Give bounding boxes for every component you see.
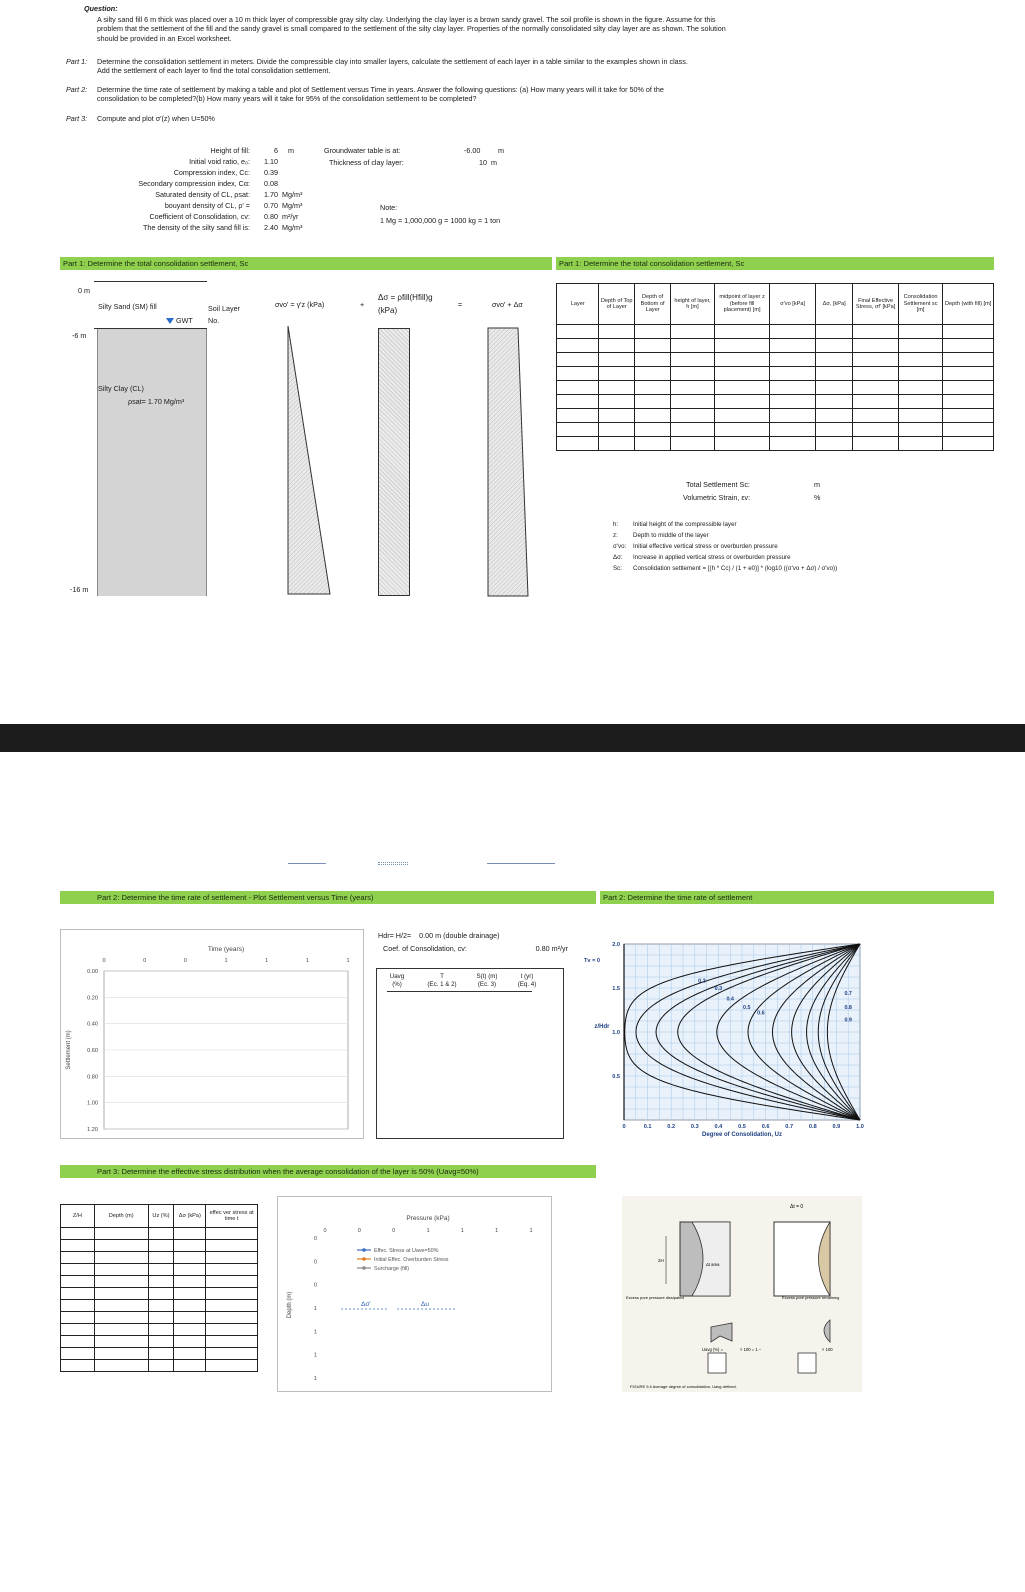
dash-line xyxy=(288,863,326,864)
y-tick-label: 1 xyxy=(313,1352,317,1359)
x-tick-label: 0.7 xyxy=(785,1124,794,1130)
col-header: Δσ, [kPa] xyxy=(815,284,852,325)
table-row xyxy=(61,1228,258,1240)
prop-label: Compression index, Cc: xyxy=(173,168,250,177)
settlement-time-chart xyxy=(60,929,364,1139)
table-row xyxy=(557,325,994,339)
thickness-row xyxy=(329,158,497,167)
x-axis-title: Pressure (kPa) xyxy=(406,1215,450,1222)
part1-question xyxy=(66,57,688,76)
y-axis-title: Depth (m) xyxy=(287,1291,293,1319)
col-s xyxy=(467,973,507,988)
prop-label: Height of fill: xyxy=(210,146,250,155)
surcharge-rectangle xyxy=(378,328,410,596)
x-tick-label: 0 xyxy=(102,958,106,964)
part-label: Part 1: xyxy=(66,57,88,66)
prop-value: 1.70 xyxy=(264,190,278,199)
figure-caption: FIGURE 9.4 Average degree of consolidation, Uavg defined. xyxy=(630,1384,737,1389)
table-row xyxy=(61,1312,258,1324)
y-tick-label: 0 xyxy=(313,1282,317,1289)
y-tick-label: 0.20 xyxy=(87,995,98,1002)
col-header: effec ver stress at time t xyxy=(206,1205,258,1228)
x-tick-label: 0.9 xyxy=(832,1124,841,1130)
tv-label: 0.2 xyxy=(698,978,706,985)
paragraph-line: should be provided in an Excel worksheet. xyxy=(97,33,232,43)
legend-text: Initial height of the compressible layer xyxy=(633,521,737,528)
legend-label: Effec. Stress at Uave=50% xyxy=(374,1248,439,1254)
figure-shape-left xyxy=(711,1323,732,1342)
table-row xyxy=(557,339,994,353)
time-table xyxy=(376,968,564,1139)
x-axis-title: Degree of Consolidation, Uz xyxy=(701,1132,783,1138)
part-label: Part 3: xyxy=(66,114,88,123)
table-row xyxy=(557,423,994,437)
equals-sign: = xyxy=(458,300,463,309)
soil-layer-label: Soil Layer xyxy=(208,304,240,313)
x-tick-label: 0 xyxy=(392,1228,396,1234)
col-header: Depth (with fill) [m] xyxy=(943,284,994,325)
total-settlement-unit: m xyxy=(814,480,820,489)
eq2-label: Δσ = ρfill(Hfill)g xyxy=(378,293,433,302)
tv-label: 0.3 xyxy=(714,985,723,992)
x-tick-label: 1 xyxy=(460,1228,464,1234)
col-header: Depth of Top of Layer xyxy=(599,284,634,325)
legend-sym: σ'vo: xyxy=(613,543,627,550)
paragraph-line: A silty sand fill 6 m thick was placed over a 10 m thick layer of compressible gray silty clay. Underlying the clay layer is a brown sandy gravel. The soil profile is shown in the figure. Assume for this xyxy=(97,15,716,24)
tv-label: 0.8 xyxy=(844,1005,852,1012)
col-header: midpoint of layer z (before fill placement) [m] xyxy=(714,284,770,325)
prop-value: 1.10 xyxy=(264,157,278,166)
gw-unit: m xyxy=(498,146,504,155)
groundwater-row xyxy=(324,146,504,155)
x-tick-label: 0.4 xyxy=(714,1124,723,1130)
legend-text: Depth to middle of the layer xyxy=(633,532,709,539)
gw-value: -6.00 xyxy=(464,146,481,155)
table-row xyxy=(61,1264,258,1276)
table-row xyxy=(557,409,994,423)
volumetric-strain-label: Volumetric Strain, εv: xyxy=(683,493,751,502)
x-tick-label: 1 xyxy=(265,958,269,964)
eq1-label: σvo' = γ'z (kPa) xyxy=(275,300,325,309)
col-label: (%) xyxy=(392,980,402,988)
x-tick-label: 0.2 xyxy=(667,1124,676,1130)
part2-banner-left: Part 2: Determine the time rate of settlement - Plot Settlement versus Time (years) xyxy=(60,891,596,904)
gw-label: Groundwater table is at: xyxy=(324,146,401,155)
col-label: t (yr) xyxy=(520,973,534,980)
y-tick-label: 1 xyxy=(313,1376,317,1382)
depth-6-label: -6 m xyxy=(72,331,87,340)
prop-unit: m xyxy=(288,146,294,155)
prop-label: Initial void ratio, e₀: xyxy=(189,157,250,166)
depth-16-label: -16 m xyxy=(70,585,89,594)
effective-stress-triangle xyxy=(284,324,332,596)
col-label: S(t) (m) xyxy=(476,973,498,980)
prop-unit: Mg/m³ xyxy=(282,201,303,210)
x-tick-label: 0 xyxy=(622,1124,626,1130)
clay-layer-block xyxy=(97,329,207,596)
legend-sym: Δσ: xyxy=(613,554,623,561)
legend-block xyxy=(613,521,993,576)
tv-label: 0.4 xyxy=(726,996,734,1003)
col-header: height of layer, h [m] xyxy=(671,284,714,325)
legend-label: Surcharge (fill) xyxy=(374,1266,410,1272)
part1-banner-left: Part 1: Determine the total consolidation settlement, Sc xyxy=(60,257,552,270)
table-row xyxy=(61,1288,258,1300)
prop-value: 0.08 xyxy=(264,179,278,188)
table-row xyxy=(557,367,994,381)
col-t xyxy=(417,973,467,988)
col-label: Uavg xyxy=(389,973,405,980)
figure-remaining-label: Excess pore pressure remaining xyxy=(782,1295,840,1300)
x-tick-label: 1 xyxy=(426,1228,430,1234)
x-tick-label: 0.1 xyxy=(643,1124,652,1130)
hdr-label: Hdr= H/2= xyxy=(378,931,412,940)
part-text: Add the settlement of each layer to find the total consolidation settlement. xyxy=(97,66,331,76)
table-row xyxy=(61,1240,258,1252)
legend-sym: h: xyxy=(613,521,619,528)
col-label: (Eq. 4) xyxy=(517,980,537,988)
clay-density: ρsat= 1.70 Mg/m³ xyxy=(128,397,185,406)
legend-sym: Sc: xyxy=(613,565,622,572)
col-label: T xyxy=(440,973,444,980)
x-axis-title: Time (years) xyxy=(207,946,245,953)
ground-line xyxy=(94,281,207,282)
figure-shape-right xyxy=(824,1320,830,1342)
part2-question xyxy=(66,85,664,104)
gwt-label: GWT xyxy=(176,316,193,325)
col-label: (Ec. 1 & 2) xyxy=(427,980,457,988)
tv-label: 0.5 xyxy=(742,1005,751,1012)
eq3-label: σvo' + Δσ xyxy=(492,300,523,309)
y-axis-title: z/Hdr xyxy=(594,1024,610,1030)
prop-label: Coefficient of Consolidation, cv: xyxy=(149,212,250,221)
properties-block xyxy=(60,146,340,234)
col-header: Depth of Bottom of Layer xyxy=(634,284,670,325)
table-row xyxy=(61,1360,258,1372)
depth-0-label: 0 m xyxy=(78,286,90,295)
col-header: Consolidation Settlement sc [m] xyxy=(898,284,943,325)
prop-unit: Mg/m³ xyxy=(282,190,303,199)
paragraph-line: problem that the settlement of the fill and the sandy gravel is small compared to the settlement of the silty clay layer. Properties of the normally consolidated silty clay layer are as shown. The solution xyxy=(97,24,726,34)
textbook-figure xyxy=(622,1196,862,1392)
col-header: Z/H xyxy=(61,1205,95,1228)
y-tick-label: 1.5 xyxy=(612,986,620,992)
prop-label: Secondary compression index, Cα: xyxy=(138,179,250,188)
x-tick-label: 0 xyxy=(357,1228,361,1234)
part3-banner: Part 3: Determine the effective stress distribution when the average consolidation of the layer is 50% (Uavg=50%) xyxy=(60,1165,596,1178)
x-tick-label: 1 xyxy=(346,958,350,964)
figure-area-label: Δt area xyxy=(706,1262,720,1267)
x-tick-label: 1 xyxy=(495,1228,499,1234)
table-header-rule xyxy=(387,991,532,992)
prop-unit: Mg/m³ xyxy=(282,223,303,232)
no-label: No. xyxy=(208,316,220,325)
eq2-unit: (kPa) xyxy=(378,306,398,315)
col-time xyxy=(507,973,547,988)
tv-label: 0.6 xyxy=(757,1010,765,1017)
tv-label: 0.9 xyxy=(844,1017,852,1024)
col-header: Layer xyxy=(557,284,599,325)
delta-u-label: Δu xyxy=(421,1301,429,1308)
note-label: Note: xyxy=(380,203,398,212)
x-tick-label: 0.5 xyxy=(738,1124,746,1130)
legend-text: Initial effective vertical stress or overburden pressure xyxy=(633,543,778,550)
x-tick-label: 0 xyxy=(323,1228,327,1234)
dash-line xyxy=(378,862,408,865)
clay-label: Silty Clay (CL) xyxy=(98,384,144,393)
y-tick-label: 0 xyxy=(313,1236,317,1242)
prop-value: 6 xyxy=(274,146,278,155)
dash-line xyxy=(487,863,555,864)
table-row xyxy=(61,1324,258,1336)
y-tick-label: 1.0 xyxy=(612,1030,620,1036)
volumetric-strain-unit: % xyxy=(814,493,821,502)
table-row xyxy=(61,1252,258,1264)
tv-label: 0.7 xyxy=(844,991,852,998)
x-tick-label: 0.3 xyxy=(690,1124,699,1130)
prop-value: 0.80 xyxy=(264,212,278,221)
x-tick-label: 0.6 xyxy=(761,1124,770,1130)
isochrone-chart xyxy=(580,932,872,1142)
hdr-row xyxy=(378,931,499,940)
legend-text: Increase in applied vertical stress or overburden pressure xyxy=(633,554,791,561)
x-tick-label: 1 xyxy=(305,958,309,964)
pressure-depth-chart xyxy=(277,1196,552,1392)
y-tick-label: 2.0 xyxy=(612,942,620,948)
prop-value: 0.70 xyxy=(264,201,278,210)
plus-sign: + xyxy=(360,300,365,309)
thickness-unit: m xyxy=(491,158,497,167)
x-tick-label: 1 xyxy=(224,958,228,964)
cv-value: 0.80 m²/yr xyxy=(535,944,568,953)
figure-x100-label: × 100 = 1 − xyxy=(740,1347,762,1352)
legend-label: Initial Effec. Overburden Stress xyxy=(374,1257,449,1263)
prop-unit: m²/yr xyxy=(282,212,299,221)
y-tick-label: 0.40 xyxy=(87,1021,98,1028)
table-row xyxy=(61,1348,258,1360)
y-tick-label: 0.60 xyxy=(87,1048,98,1054)
x-tick-label: 1.0 xyxy=(856,1124,864,1130)
figure-x100b-label: × 100 xyxy=(822,1347,833,1352)
x-tick-label: 0.8 xyxy=(808,1124,817,1130)
table-row xyxy=(557,395,994,409)
settlement-table xyxy=(556,283,994,451)
y-axis-title: Settlement (m) xyxy=(66,1030,72,1070)
y-tick-label: 0.5 xyxy=(612,1074,620,1080)
part3-question xyxy=(66,114,215,123)
table-row xyxy=(557,353,994,367)
table-row xyxy=(61,1276,258,1288)
tv0-label: Tv = 0 xyxy=(584,958,601,964)
figure-box-small-right xyxy=(798,1353,816,1373)
hdr-value: 0.00 m (double drainage) xyxy=(419,931,500,940)
y-tick-label: 1.20 xyxy=(87,1127,98,1133)
cv-row xyxy=(383,944,568,953)
col-header: Depth (m) xyxy=(94,1205,148,1228)
table-row xyxy=(61,1336,258,1348)
legend-marker xyxy=(362,1257,366,1261)
table-row xyxy=(557,437,994,451)
question-paragraph xyxy=(97,15,927,43)
part2-banner-right: Part 2: Determine the time rate of settlement xyxy=(600,891,994,904)
part-text: consolidation to be completed?(b) How many years will it take for 95% of the consolidation settlement to be completed? xyxy=(97,94,477,104)
x-tick-label: 1 xyxy=(529,1228,533,1234)
consolidation-figure xyxy=(622,1196,862,1392)
y-tick-label: 0.00 xyxy=(87,969,98,975)
part-text: Determine the consolidation settlement in meters. Divide the compressible clay into smaller layers, calculate the settlement of each layer in a table similar to the examples shown in class. xyxy=(97,57,688,66)
y-tick-label: 1 xyxy=(313,1306,317,1312)
table-row xyxy=(61,1300,258,1312)
gwt-triangle-icon xyxy=(166,318,174,324)
col-header: σ'vo [kPa] xyxy=(770,284,816,325)
total-settlement-label: Total Settlement Sc: xyxy=(686,480,750,489)
question-heading: Question: xyxy=(84,4,118,13)
legend-marker xyxy=(362,1248,366,1252)
col-header: Final Effective Stress, σf' [kPa] xyxy=(853,284,899,325)
prop-value: 0.39 xyxy=(264,168,278,177)
stress-table xyxy=(60,1204,258,1372)
prop-value: 2.40 xyxy=(264,223,278,232)
thickness-label: Thickness of clay layer: xyxy=(329,158,404,167)
col-label: (Ec. 3) xyxy=(477,980,497,988)
final-stress-trapezoid xyxy=(486,326,530,598)
y-tick-label: 0.80 xyxy=(87,1074,98,1081)
y-tick-label: 0 xyxy=(313,1259,317,1266)
part-text: Determine the time rate of settlement by making a table and plot of Settlement versus Time in years. Answer the following questions: (a) How many years will it take for 50% of the xyxy=(97,85,664,94)
fill-label: Silty Sand (SM) fill xyxy=(98,302,157,311)
cv-label: Coef. of Consolidation, cv: xyxy=(383,944,467,953)
table-row xyxy=(557,381,994,395)
part-label: Part 2: xyxy=(66,85,88,94)
figure-box-small-left xyxy=(708,1353,726,1373)
legend-text: Consolidation settlement = [(h * Cc) / (1 + e0)] * (log10 ((σ'vo + Δσ) / σ'vo)) xyxy=(633,565,838,572)
legend-sym: z: xyxy=(613,532,618,539)
y-tick-label: 1 xyxy=(313,1329,317,1336)
col-uavg xyxy=(377,973,417,988)
col-header: Uz (%) xyxy=(148,1205,174,1228)
prop-label: bouyant density of CL, ρ' = xyxy=(164,201,250,210)
thickness-value: 10 xyxy=(479,158,487,167)
part-text: Compute and plot σ'(z) when U=50% xyxy=(97,114,215,123)
legend-marker xyxy=(362,1266,366,1270)
col-header: Δσ (kPa) xyxy=(174,1205,206,1228)
note-text: 1 Mg = 1,000,000 g = 1000 kg = 1 ton xyxy=(380,216,501,225)
prop-label: The density of the silty sand fill is: xyxy=(142,223,250,232)
figure-uavg-label: Uavg (%) = xyxy=(702,1347,724,1352)
y-tick-label: 1.00 xyxy=(87,1100,98,1107)
prop-label: Saturated density of CL, ρsat: xyxy=(155,190,250,199)
page-divider xyxy=(0,724,1025,752)
figure-dissipated-label: Excess pore pressure dissipated xyxy=(626,1295,684,1300)
figure-2h-label: 2H xyxy=(658,1258,664,1263)
delta-sigma-label: Δσ' xyxy=(361,1301,371,1308)
part1-banner-right: Part 1: Determine the total consolidation settlement, Sc xyxy=(556,257,994,270)
figure-top-label: Δt = 0 xyxy=(790,1204,804,1210)
x-tick-label: 0 xyxy=(183,958,187,964)
x-tick-label: 0 xyxy=(143,958,147,964)
